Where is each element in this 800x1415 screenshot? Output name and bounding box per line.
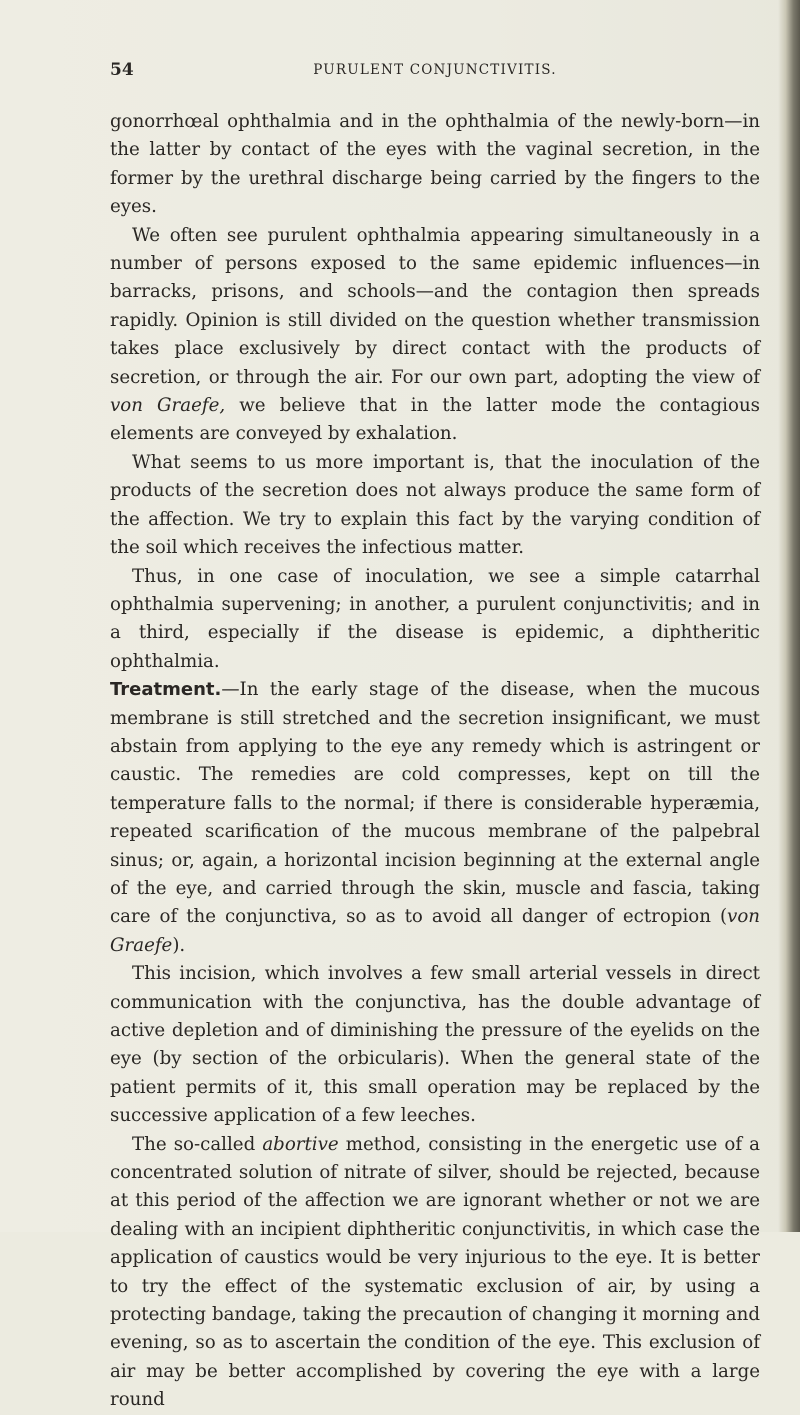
running-title: PURULENT CONJUNCTIVITIS.	[313, 62, 557, 78]
page-edge-shadow	[778, 0, 800, 1232]
paragraph-1	[110, 108, 760, 222]
paragraph-6	[110, 960, 760, 1130]
section-heading-treatment: Treatment.	[110, 679, 222, 701]
body-text	[110, 108, 760, 1415]
paragraph-5-text-a: —In the early stage of the disease, when the mucous membrane is still stretched and the secretion insignificant, we must abstain from applying to the eye any remedy which is astringent or caustic. The remedies are cold compresses, kept on till the temperature falls to the normal; if there is considerable hyperæmia, repeated scarification of the mucous membrane of the palpebral sinus; or, again, a horizontal incision beginning at the external angle of the eye, and carried through the skin, muscle and fascia, taking care of the conjunctiva, so as to avoid all danger of ectropion (	[110, 679, 760, 928]
paragraph-3-text: What seems to us more important is, that the inoculation of the products of the secretion does not always produce the same form of the affection. We try to explain this fact by the varying condition of the soil which receives the infectious matter.	[110, 451, 760, 559]
author-reference: von Graefe	[110, 906, 760, 956]
italic-term: abortive	[262, 1133, 339, 1155]
paragraph-6-text: This incision, which involves a few small arterial vessels in direct communication with the conjunctiva, has the double advantage of active depletion and of diminishing the pressure of the eyelids on the eye (by section of the orbicularis). When the general state of the patient permits of it, this small operation may be replaced by the successive application of a few leeches.	[110, 963, 760, 1127]
paragraph-1-text: gonorrhœal ophthalmia and in the ophthalmia of the newly-born—in the latter by contact of the eyes with the vaginal secretion, in the former by the urethral discharge being carried by the fingers to the eyes.	[110, 111, 760, 218]
paragraph-2-text-b: we believe that in the latter mode the contagious elements are conveyed by exhalation.	[110, 395, 760, 445]
running-head	[110, 60, 760, 86]
paragraph-7	[110, 1131, 760, 1415]
paragraph-5-text-b: ).	[172, 934, 186, 956]
paragraph-7-text-a: The so-called	[132, 1133, 263, 1155]
page-number: 54	[110, 60, 134, 80]
paragraph-3	[110, 449, 760, 563]
paragraph-4-text: Thus, in one case of inoculation, we see a simple catarrhal ophthalmia supervening; in another, a purulent conjunctivitis; and in a third, especially if the disease is epidemic, a diphtheritic ophthalmia.	[110, 565, 760, 672]
paragraph-2-text-a: We often see purulent ophthalmia appearing simultaneously in a number of persons exposed to the same epidemic influences—in barracks, prisons, and schools—and the contagion then spreads rapidly. Opinion is still divided on the question whether transmission takes place exclusively by direct contact with the products of secretion, or through the air. For our own part, adopting the view of	[110, 224, 760, 388]
paragraph-4	[110, 563, 760, 677]
author-reference: von Graefe,	[110, 395, 226, 417]
paragraph-treatment	[110, 676, 760, 960]
paragraph-7-text-b: method, consisting in the energetic use of a concentrated solution of nitrate of silver, should be rejected, because at this period of the affection we are ignorant whether or not we are dealing with an incipient diphtheritic conjunctivitis, in which case the application of caustics would be very injurious to the eye. It is better to try the effect of the systematic exclusion of air, by using a protecting bandage, taking the precaution of changing it morning and evening, so as to ascertain the condition of the eye. This exclusion of air may be better accomplished by covering the eye with a large round	[110, 1133, 760, 1411]
paragraph-2	[110, 222, 760, 449]
